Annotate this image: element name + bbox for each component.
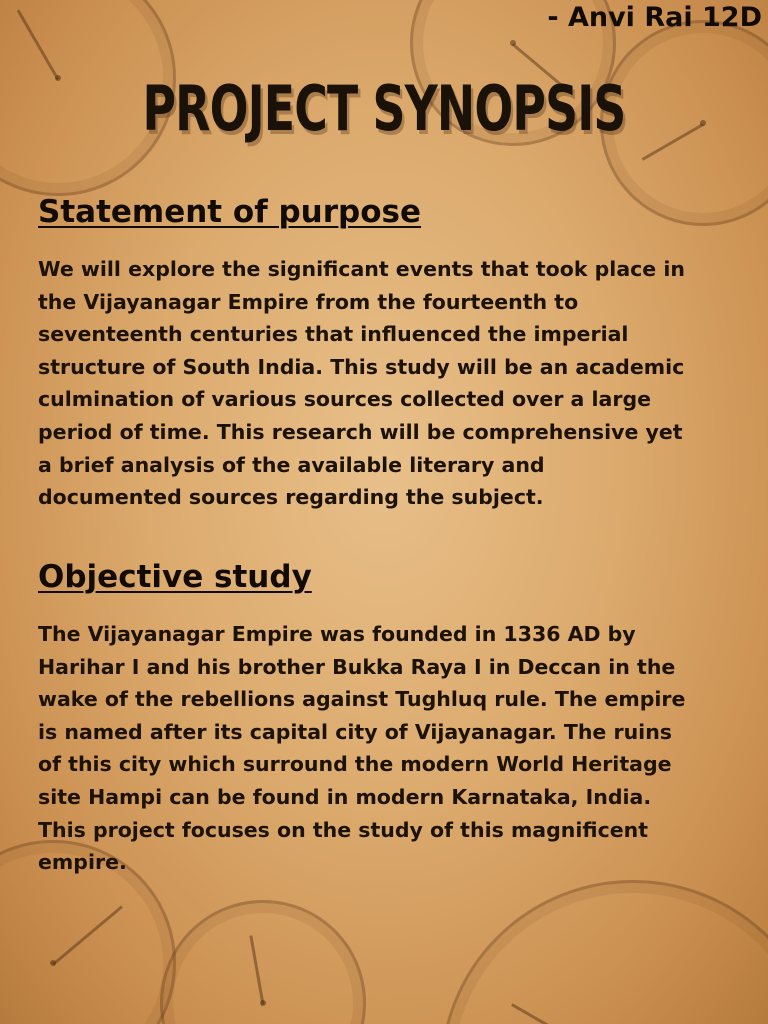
clock-icon	[160, 900, 366, 1024]
section-body-purpose	[38, 253, 738, 514]
body-line: Harihar I and his brother Bukka Raya I in Deccan in the	[38, 654, 676, 679]
body-line: wake of the rebellions against Tughluq rule. The empire	[38, 687, 686, 712]
page-title: PROJECT SYNOPSIS	[142, 72, 626, 145]
body-line: The Vijayanagar Empire was founded in 1336 AD by	[38, 622, 636, 646]
body-line: is named after its capital city of Vijayanagar. The ruins	[38, 719, 672, 744]
clock-icon	[440, 880, 768, 1024]
body-line: a brief analysis of the available literary and	[38, 452, 545, 477]
body-line: This project focuses on the study of this magnificent	[38, 817, 649, 842]
body-line: structure of South India. This study will be an academic	[38, 354, 685, 379]
body-line: of this city which surround the modern World Heritage	[38, 752, 672, 777]
section-heading-purpose: Statement of purpose	[38, 194, 422, 230]
section-body-objective	[38, 618, 738, 879]
body-line: period of time. This research will be comprehensive yet	[38, 419, 683, 444]
body-line: the Vijayanagar Empire from the fourteenth to	[38, 289, 579, 314]
body-line: culmination of various sources collected over a large	[38, 387, 652, 412]
section-heading-objective: Objective study	[38, 559, 312, 595]
body-line: site Hampi can be found in modern Karnataka, India.	[38, 784, 652, 809]
body-line: documented sources regarding the subject.	[38, 485, 544, 510]
author-credit: - Anvi Rai 12D	[547, 2, 762, 33]
body-line: seventeenth centuries that influenced the imperial	[38, 322, 629, 347]
body-line: We will explore the significant events that took place in	[38, 257, 685, 281]
body-line: empire.	[38, 850, 127, 875]
